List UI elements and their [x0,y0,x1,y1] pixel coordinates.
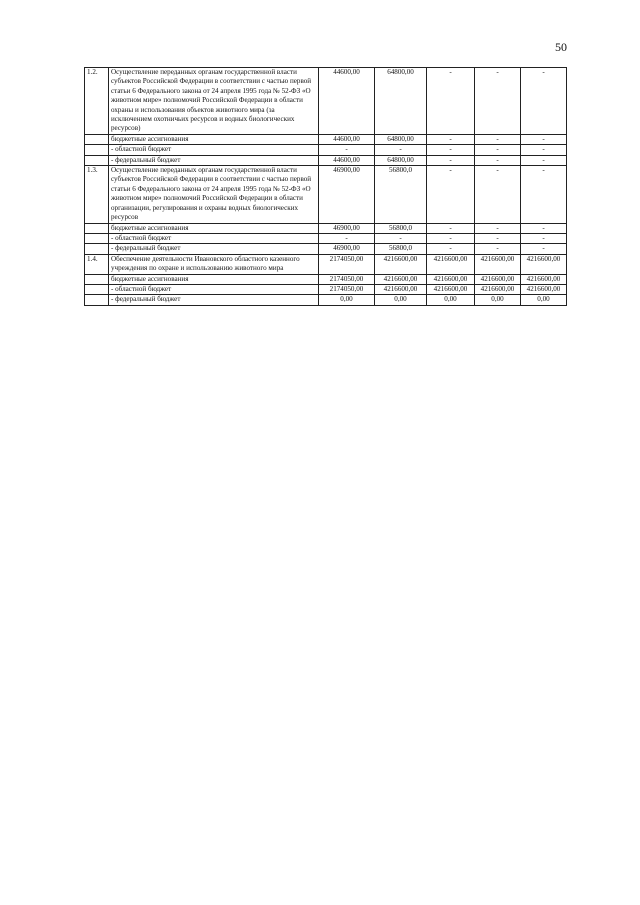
value-cell: - [427,134,475,144]
value-cell: - [521,155,567,165]
row-number: 1.2. [85,68,109,135]
row-title: Обеспечение деятельности Ивановского областного казенного учреждения по охране и использованию животного мира [109,254,319,274]
value-cell: - [521,166,567,223]
row-number-empty [85,284,109,294]
table-row [85,166,567,223]
value-cell: 4216600,00 [427,254,475,274]
value-cell: 46900,00 [319,223,375,233]
value-cell: 46900,00 [319,166,375,223]
value-cell: 2174050,00 [319,254,375,274]
row-number-empty [85,295,109,305]
value-cell: - [427,166,475,223]
value-cell: - [521,134,567,144]
value-cell: - [475,155,521,165]
value-cell: - [475,233,521,243]
row-number-empty [85,134,109,144]
value-cell: - [427,244,475,254]
table-row [85,223,567,233]
value-cell: 44600,00 [319,155,375,165]
page-number: 50 [555,40,567,54]
table-row [85,134,567,144]
value-cell: - [427,145,475,155]
value-cell: - [521,244,567,254]
value-cell: - [475,244,521,254]
value-cell: 4216600,00 [375,254,427,274]
value-cell: 0,00 [521,295,567,305]
value-cell: 4216600,00 [475,274,521,284]
budget-table [84,67,567,306]
value-cell: 4216600,00 [475,254,521,274]
row-label: бюджетные ассигнования [109,134,319,144]
row-label: - федеральный бюджет [109,244,319,254]
value-cell: 44600,00 [319,68,375,135]
value-cell: - [475,134,521,144]
value-cell: - [319,233,375,243]
value-cell: - [521,68,567,135]
row-number-empty [85,244,109,254]
row-title: Осуществление переданных органам государственной власти субъектов Российской Федерации в соответствии с частью первой статьи 6 Федерального закона от 24 апреля 1995 года № 52-ФЗ «О животном мире» полномочий Российской Федерации в области организации, регулирования и охраны водных биологических ресурсов [109,166,319,223]
row-label: - областной бюджет [109,233,319,243]
row-number-empty [85,155,109,165]
value-cell: - [521,145,567,155]
value-cell: 2174050,00 [319,274,375,284]
value-cell: 56800,0 [375,223,427,233]
value-cell: - [521,223,567,233]
row-label: - федеральный бюджет [109,155,319,165]
value-cell: 56800,0 [375,244,427,254]
table-row [85,155,567,165]
value-cell: 44600,00 [319,134,375,144]
value-cell: - [427,68,475,135]
table-row [85,254,567,274]
row-number-empty [85,145,109,155]
value-cell: - [427,155,475,165]
value-cell: - [475,68,521,135]
table-row [85,68,567,135]
row-title: Осуществление переданных органам государственной власти субъектов Российской Федерации в соответствии с частью первой статьи 6 Федерального закона от 24 апреля 1995 года № 52-ФЗ «О животном мире» полномочий Российской Федерации в области охраны и использования объектов животного мира (за исключением охотничьих ресурсов и водных биологических ресурсов) [109,68,319,135]
value-cell: 4216600,00 [521,274,567,284]
value-cell: 4216600,00 [427,274,475,284]
table-row [85,244,567,254]
row-number: 1.4. [85,254,109,274]
value-cell: 4216600,00 [375,284,427,294]
row-label: - федеральный бюджет [109,295,319,305]
value-cell: 4216600,00 [475,284,521,294]
value-cell: 4216600,00 [427,284,475,294]
table-row [85,274,567,284]
value-cell: 56800,0 [375,166,427,223]
value-cell: 4216600,00 [521,254,567,274]
value-cell: 0,00 [427,295,475,305]
value-cell: - [427,223,475,233]
value-cell: 64800,00 [375,134,427,144]
value-cell: 64800,00 [375,155,427,165]
value-cell: - [375,145,427,155]
value-cell: - [475,166,521,223]
row-label: бюджетные ассигнования [109,274,319,284]
row-number-empty [85,223,109,233]
value-cell: - [521,233,567,243]
row-label: - областной бюджет [109,145,319,155]
table-row [85,233,567,243]
value-cell: - [475,145,521,155]
value-cell: - [475,223,521,233]
row-label: бюджетные ассигнования [109,223,319,233]
value-cell: 46900,00 [319,244,375,254]
row-number-empty [85,233,109,243]
value-cell: 2174050,00 [319,284,375,294]
table-row [85,295,567,305]
row-label: - областной бюджет [109,284,319,294]
row-number: 1.3. [85,166,109,223]
value-cell: - [319,145,375,155]
table-row [85,284,567,294]
value-cell: 0,00 [319,295,375,305]
value-cell: 64800,00 [375,68,427,135]
table-row [85,145,567,155]
value-cell: 0,00 [475,295,521,305]
row-number-empty [85,274,109,284]
value-cell: 4216600,00 [521,284,567,294]
value-cell: 0,00 [375,295,427,305]
value-cell: 4216600,00 [375,274,427,284]
value-cell: - [427,233,475,243]
value-cell: - [375,233,427,243]
